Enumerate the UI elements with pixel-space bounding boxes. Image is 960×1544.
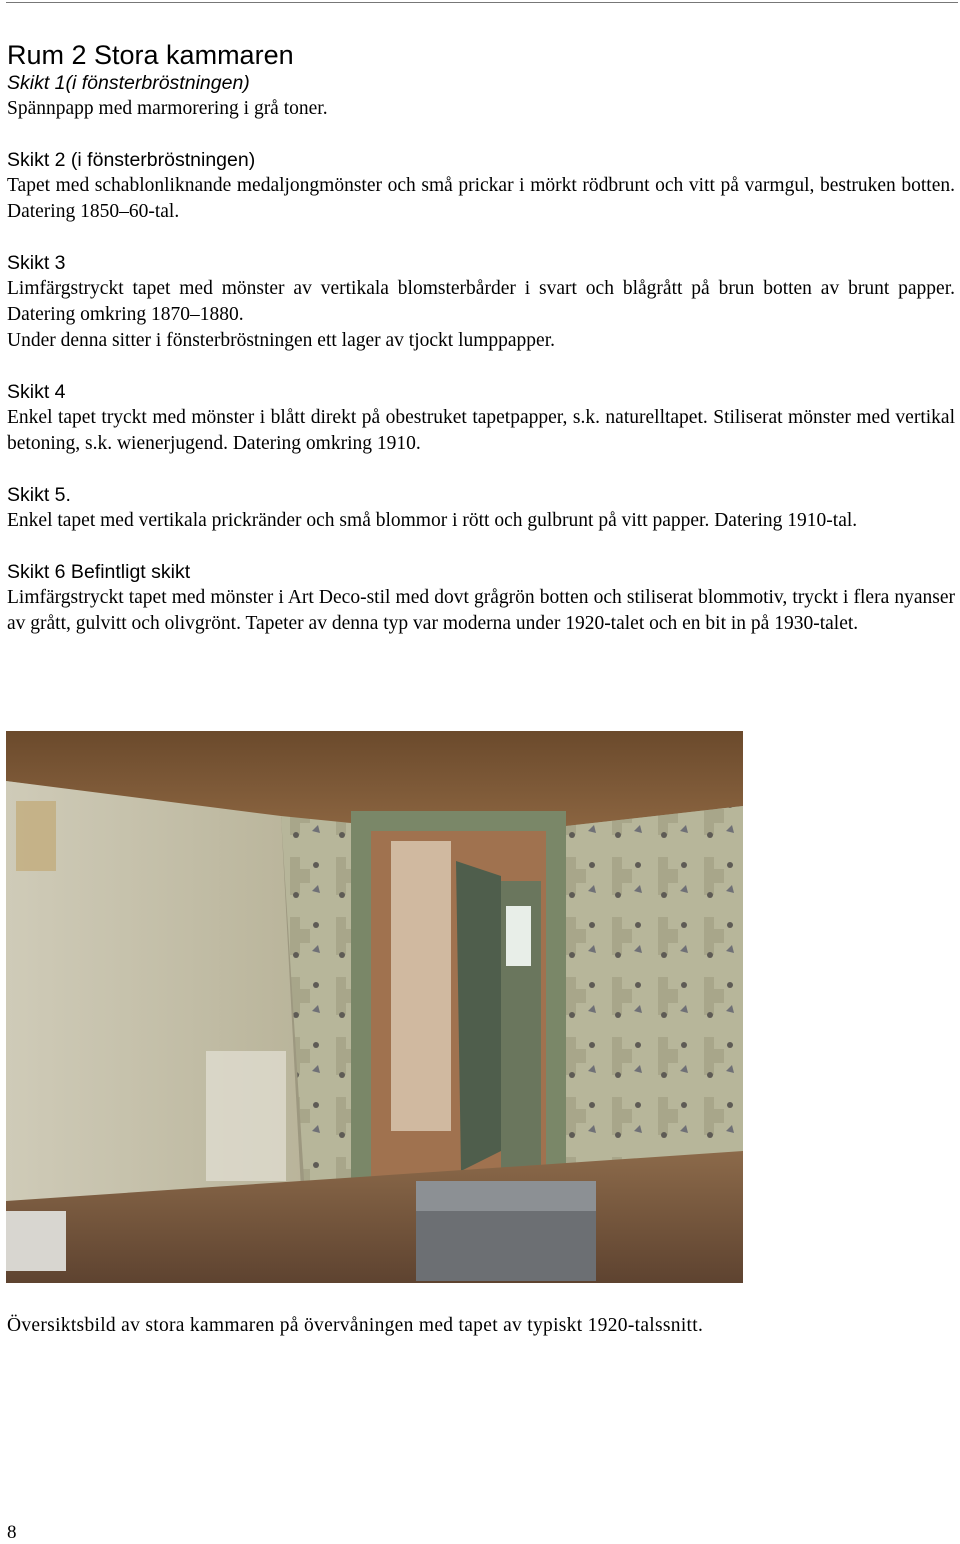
section-text: Spännpapp med marmorering i grå toner. bbox=[7, 98, 328, 119]
section-skikt-2 bbox=[7, 147, 955, 225]
section-heading: Skikt 1(i fönsterbröstningen) bbox=[7, 72, 250, 94]
document-body bbox=[7, 40, 955, 662]
section-heading: Skikt 4 bbox=[7, 381, 66, 403]
section-text: Enkel tapet tryckt med mönster i blått direkt på obestruket tapetpapper, s.k. naturelltapet. Stiliserat mönster med vertikal betoning, s.k. wienerjugend. Datering omkring 1910. bbox=[7, 407, 955, 454]
section-skikt-1 bbox=[7, 70, 955, 122]
page-title: Rum 2 Stora kammaren bbox=[7, 40, 294, 70]
photo-caption: Översiktsbild av stora kammaren på övervåningen med tapet av typiskt 1920-talssnitt. bbox=[7, 1315, 704, 1336]
section-text: Limfärgstryckt tapet med mönster av vertikala blomsterbårder i svart och blågrått på brun botten av brunt papper. Datering omkring 1870–1880. bbox=[7, 278, 955, 325]
section-heading: Skikt 3 bbox=[7, 252, 66, 274]
room-photo bbox=[6, 731, 743, 1283]
section-heading: Skikt 2 (i fönsterbröstningen) bbox=[7, 149, 256, 171]
section-skikt-3 bbox=[7, 250, 955, 354]
section-text: Under denna sitter i fönsterbröstningen ett lager av tjockt lumppapper. bbox=[7, 330, 556, 351]
section-text: Tapet med schablonliknande medaljongmönster och små prickar i mörkt rödbrunt och vitt på varmgul, bestruken botten. Datering 1850–60-tal. bbox=[7, 175, 955, 222]
section-text: Enkel tapet med vertikala prickränder och små blommor i rött och gulbrunt på vitt papper. Datering 1910-tal. bbox=[7, 510, 858, 531]
section-skikt-4 bbox=[7, 379, 955, 457]
section-heading: Skikt 5. bbox=[7, 484, 71, 506]
top-rule bbox=[6, 2, 958, 3]
page-number: 8 bbox=[7, 1522, 17, 1543]
section-text: Limfärgstryckt tapet med mönster i Art Deco-stil med dovt grågrön botten och stiliserat blommotiv, tryckt i flera nyanser av grått, gulvitt och olivgrönt. Tapeter av denna typ var moderna under 1920-talet och en bit in på 1930-talet. bbox=[7, 587, 955, 634]
section-skikt-5 bbox=[7, 482, 955, 534]
section-heading: Skikt 6 Befintligt skikt bbox=[7, 561, 191, 583]
section-skikt-6 bbox=[7, 559, 955, 637]
